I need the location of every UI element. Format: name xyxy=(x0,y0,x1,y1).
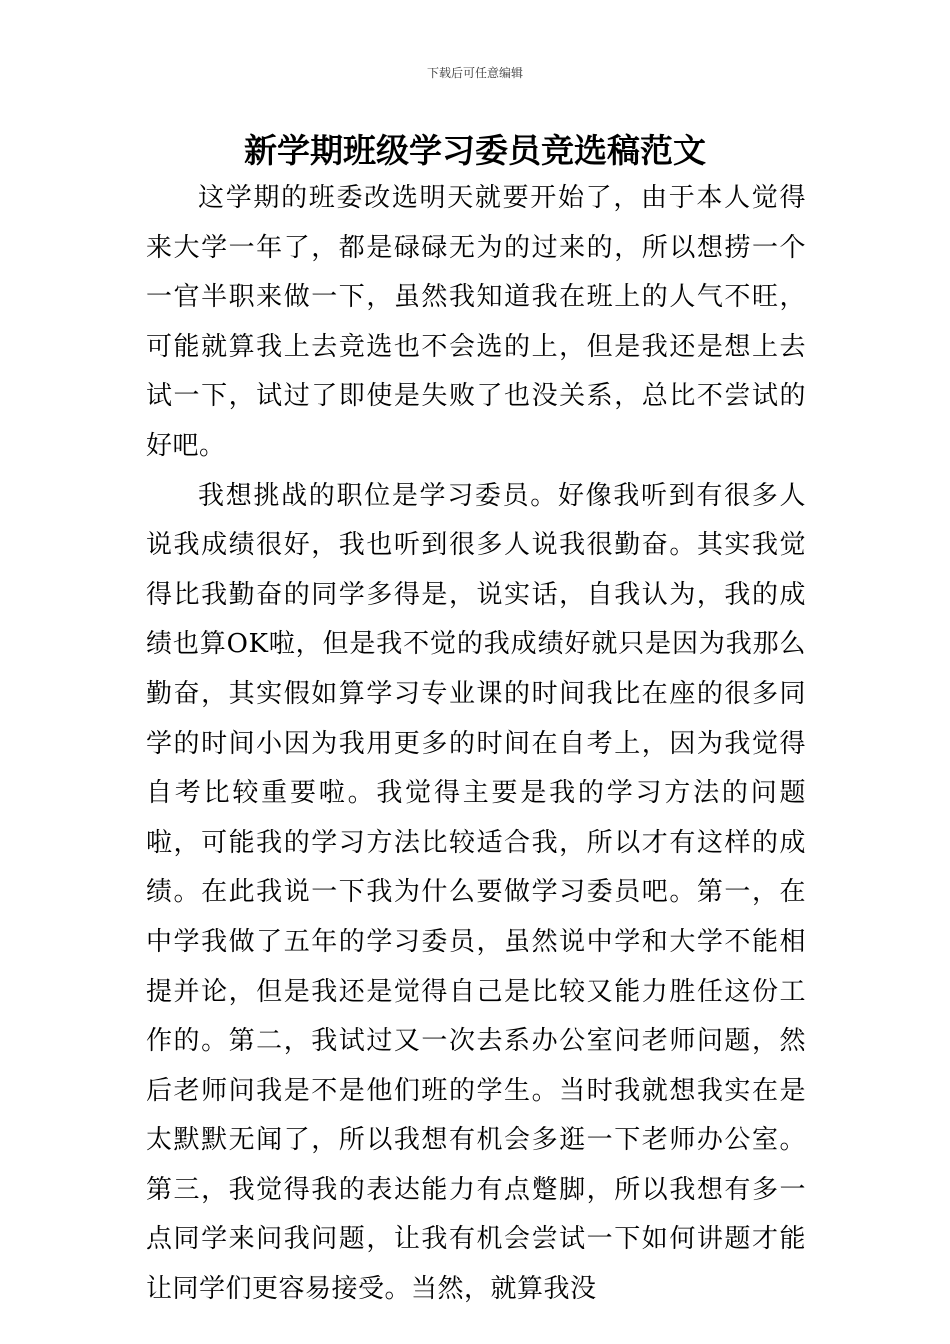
page-header-note: 下载后可任意编辑 xyxy=(426,66,523,80)
paragraph-2: 我想挑战的职位是学习委员。好像我听到有很多人说我成绩很好，我也听到很多人说我很勤奋。其实我觉得比我勤奋的同学多得是，说实话，自我认为，我的成绩也算OK啦，但是我不觉的我成绩好就只是因为我那么勤奋，其实假如算学习专业课的时间我比在座的很多同学的时间小因为我用更多的时间在自考上，因为我觉得自考比较重要啦。我觉得主要是我的学习方法的问题啦，可能我的学习方法比较适合我，所以才有这样的成绩。在此我说一下我为什么要做学习委员吧。第一，在中学我做了五年的学习委员，虽然说中学和大学不能相提并论，但是我还是觉得自己是比较又能力胜任这份工作的。第二，我试过又一次去系办公室问老师问题，然后老师问我是不是他们班的学生。当时我就想我实在是太默默无闻了，所以我想有机会多逛一下老师办公室。第三，我觉得我的表达能力有点蹩脚，所以我想有多一点同学来问我问题，让我有机会尝试一下如何讲题才能让同学们更容易接受。当然，就算我没 xyxy=(146,480,806,1305)
paragraph-1: 这学期的班委改选明天就要开始了，由于本人觉得来大学一年了，都是碌碌无为的过来的，所以想捞一个一官半职来做一下，虽然我知道我在班上的人气不旺，可能就算我上去竞选也不会选的上，但是我还是想上去试一下，试过了即使是失败了也没关系，总比不尝试的好吧。 xyxy=(146,183,806,461)
document-body xyxy=(146,174,806,1315)
document-title: 新学期班级学习委员竞选稿范文 xyxy=(244,131,706,170)
